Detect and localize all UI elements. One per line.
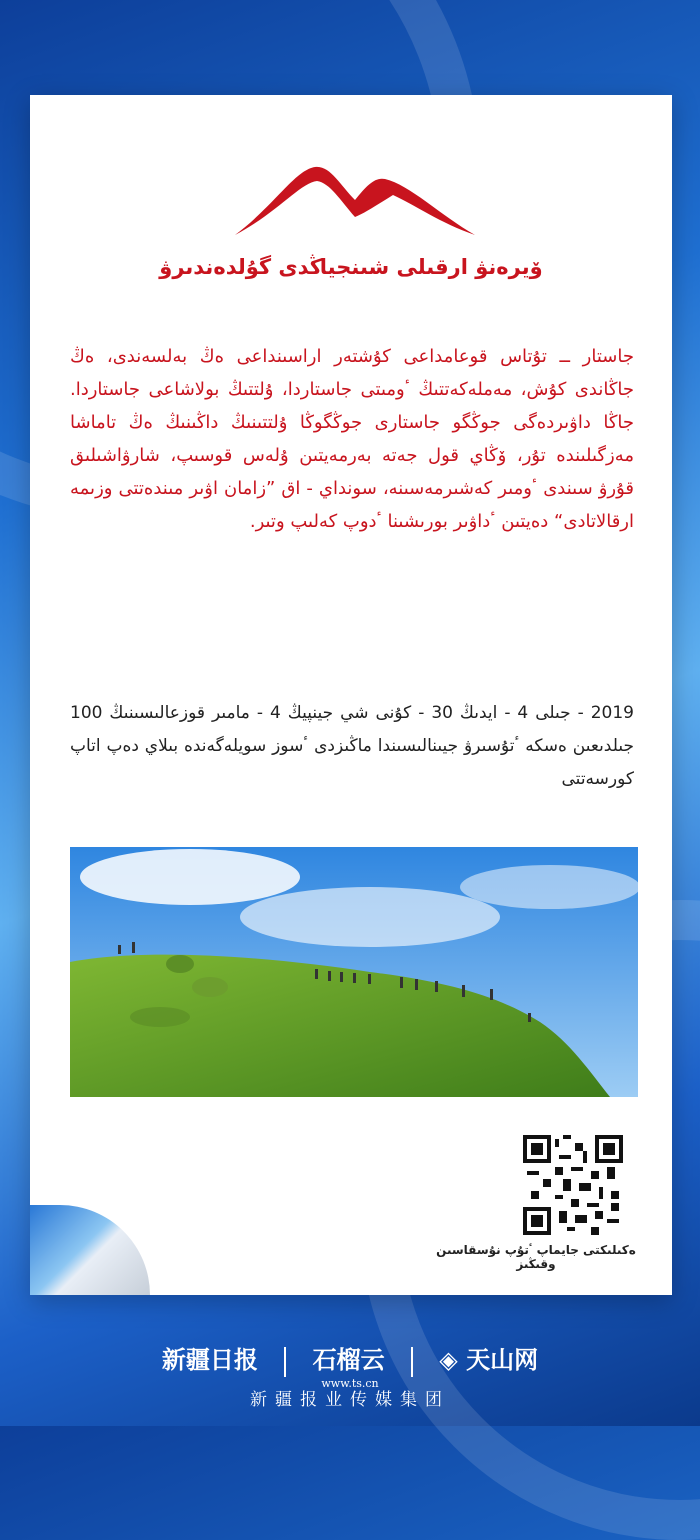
footer-group-name: 新疆报业传媒集团 — [250, 1390, 450, 1410]
mountain-logo — [215, 155, 485, 250]
intro-text: جاستار ــ تۇتاس قوعامداعى كۇشتەر اراسىنداعى ەڭ بەلسەندى، ەڭ جاڭاندى كۇش، مەملەكەتتىڭ ٴومىتى جاستاردا، ۇلتتىڭ بولاشاعى جاستاردا. جاڭا داۋىردەگى جوڭگو جاستارى جوڭگوڭا ۇلتتىنىڭ داڭىنىڭ ەڭ تاماشا مەزگىلىندە تۇر، ۆڭاي قول جەتە بەرمەيتىن ۇلەس قوسىپ، شارۋاشىلىق قۇرۋ سىندى ٴومىر كەشىرمەسىنە، سونداي - اق ”زامان اۋىر مىندەتتى وزىمە ارقالاتادى“ دەيتىن ٴداۋىر بورىشىنا ٴدوپ كەلىپ وتىر. — [70, 346, 634, 532]
qr-note: ەكىلىكتى جايماپ ٴتۇپ نۇسقاسىن وقىڭىز — [436, 1243, 636, 1271]
brand-shiliuyun: 石榴云 — [312, 1345, 385, 1374]
brand-xinjiang-daily: 新疆日报 — [161, 1345, 258, 1374]
quote-caption: 2019 - جىلى 4 - ايدىڭ 30 - كۇنى شي جينپيڭ 4 - مامىر قوزعالىسىنىڭ 100 جىلدىعىن ەسكە ٴتۇسىرۋ جيىنالىسىندا ماڭىزدى ٴسوز سويلەگەندە بىلاي دەپ اتاپ كورسەتتى — [70, 703, 634, 789]
footer-brands — [0, 1340, 700, 1390]
divider — [411, 1347, 413, 1377]
qr-code[interactable] — [518, 1130, 628, 1240]
page-heading: ۆيرەنۋ ارقىلى شىنجياڭدى گۇلدەندىرۋ — [159, 255, 543, 279]
paper-curl — [30, 1205, 150, 1295]
brand-url: www.ts.cn — [321, 1376, 379, 1390]
hillside-photo — [70, 847, 638, 1097]
divider — [284, 1347, 286, 1377]
brand-tianshan: ◈ 天山网 www.ts.cn — [0, 1345, 700, 1390]
tianshan-logo-icon: ◈ — [439, 1345, 458, 1374]
paper-card — [30, 95, 672, 1295]
